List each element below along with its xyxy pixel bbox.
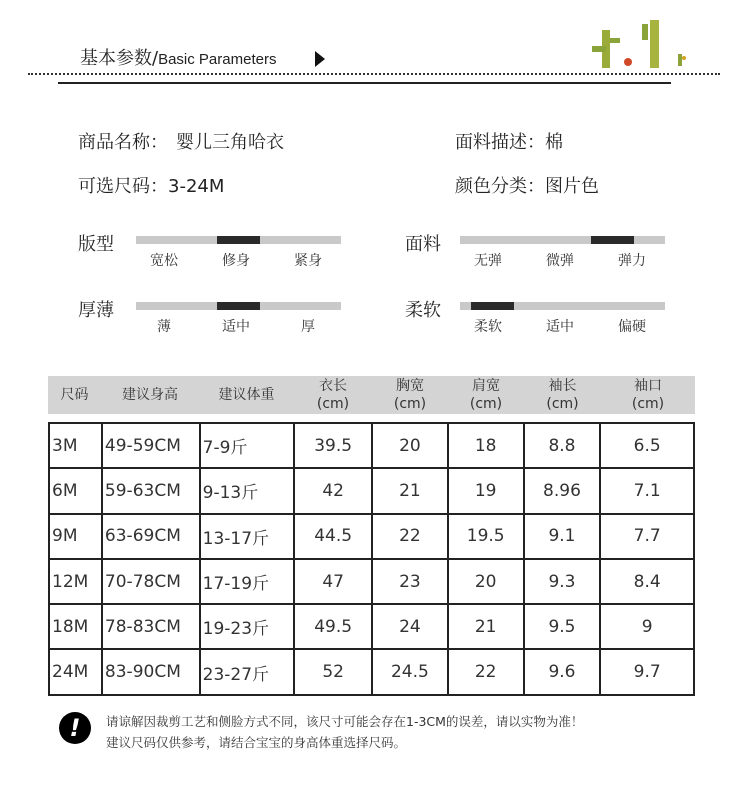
table-cell: 44.5: [294, 514, 372, 559]
column-header: 尺码: [60, 387, 89, 403]
slider-indicator: [471, 302, 514, 310]
table-cell: 22: [372, 514, 448, 559]
table-cell: 7-9斤: [200, 423, 295, 468]
title-cn: 基本参数/: [80, 48, 159, 69]
table-row: [49, 514, 694, 559]
table-cell: 70-78CM: [102, 559, 200, 604]
table-cell: 13-17斤: [200, 514, 295, 559]
color-category: 颜色分类：图片色: [455, 176, 599, 197]
slider-bar: [460, 302, 665, 310]
table-row: [49, 604, 694, 649]
slider-option: 柔软: [474, 319, 502, 335]
available-sizes: 可选尺码：3-24M: [78, 176, 225, 197]
triangle-arrow-icon: [315, 51, 325, 67]
table-cell: 19.5: [448, 514, 524, 559]
table-cell: 9.7: [600, 649, 694, 694]
table-cell: 6.5: [600, 423, 694, 468]
table-cell: 19-23斤: [200, 604, 295, 649]
table-cell: 9.3: [524, 559, 601, 604]
slider-bar: [136, 302, 341, 310]
table-cell: 6M: [49, 468, 102, 513]
fabric-description: 面料描述：棉: [455, 132, 563, 153]
slider-option: 弹力: [618, 253, 646, 269]
table-cell: 18: [448, 423, 524, 468]
table-cell: 19: [448, 468, 524, 513]
table-cell: 52: [294, 649, 372, 694]
table-row: [49, 468, 694, 513]
table-cell: 78-83CM: [102, 604, 200, 649]
table-cell: 9M: [49, 514, 102, 559]
table-cell: 9-13斤: [200, 468, 295, 513]
table-row: [49, 423, 694, 468]
slider-option: 偏硬: [618, 319, 646, 335]
table-cell: 8.96: [524, 468, 601, 513]
slider-option: 紧身: [294, 253, 322, 269]
slider-indicator: [217, 302, 260, 310]
table-cell: 18M: [49, 604, 102, 649]
table-row: [49, 559, 694, 604]
table-cell: 9.6: [524, 649, 601, 694]
table-cell: 23: [372, 559, 448, 604]
table-cell: 3M: [49, 423, 102, 468]
table-cell: 22: [448, 649, 524, 694]
table-cell: 7.1: [600, 468, 694, 513]
table-cell: 9.1: [524, 514, 601, 559]
table-cell: 63-69CM: [102, 514, 200, 559]
table-cell: 9.5: [524, 604, 601, 649]
slider-label: 柔软: [405, 300, 441, 321]
slider-option: 修身: [222, 253, 250, 269]
column-header: 袖口 (cm): [631, 378, 665, 412]
table-cell: 47: [294, 559, 372, 604]
table-cell: 42: [294, 468, 372, 513]
divider-line: [58, 82, 671, 84]
slider-indicator: [591, 236, 634, 244]
table-cell: 12M: [49, 559, 102, 604]
table-cell: 7.7: [600, 514, 694, 559]
table-cell: 49-59CM: [102, 423, 200, 468]
column-header: 胸宽 (cm): [393, 378, 427, 412]
slider-label: 面料: [405, 234, 441, 255]
cactus-decoration-icon: [580, 18, 700, 70]
slider-option: 无弹: [474, 253, 502, 269]
slider-option: 薄: [157, 319, 171, 335]
slider-label: 版型: [78, 234, 114, 255]
dotted-divider: [28, 73, 720, 75]
table-cell: 24.5: [372, 649, 448, 694]
table-cell: 39.5: [294, 423, 372, 468]
size-table: [48, 422, 695, 696]
slider-indicator: [217, 236, 260, 244]
slider-option: 微弹: [546, 253, 574, 269]
slider-bar: [136, 236, 341, 244]
table-cell: 24: [372, 604, 448, 649]
slider-option: 厚: [301, 319, 315, 335]
table-cell: 49.5: [294, 604, 372, 649]
column-header: 建议体重: [218, 387, 275, 403]
table-cell: 8.8: [524, 423, 601, 468]
table-header: [48, 376, 695, 414]
table-cell: 83-90CM: [102, 649, 200, 694]
table-cell: 20: [448, 559, 524, 604]
title-en: Basic Parameters: [158, 51, 277, 68]
table-cell: 20: [372, 423, 448, 468]
slider-option: 适中: [546, 319, 574, 335]
note-line-2: 建议尺码仅供参考，请结合宝宝的身高体重选择尺码。: [106, 735, 407, 750]
table-cell: 21: [372, 468, 448, 513]
column-header: 建议身高: [122, 387, 178, 403]
table-cell: 9: [600, 604, 694, 649]
slider-option: 适中: [222, 319, 250, 335]
table-cell: 21: [448, 604, 524, 649]
table-cell: 23-27斤: [200, 649, 295, 694]
table-row: [49, 649, 694, 694]
table-cell: 8.4: [600, 559, 694, 604]
product-name: 商品名称： 婴儿三角哈衣: [78, 132, 284, 153]
note-line-1: 请谅解因裁剪工艺和侧脸方式不同，该尺寸可能会存在1-3CM的误差，请以实物为准！: [106, 714, 584, 729]
section-title: [80, 44, 276, 70]
column-header: 袖长 (cm): [546, 378, 579, 412]
table-cell: 59-63CM: [102, 468, 200, 513]
column-header: 肩宽 (cm): [469, 378, 503, 412]
table-cell: 17-19斤: [200, 559, 295, 604]
slider-label: 厚薄: [78, 300, 114, 321]
table-cell: 24M: [49, 649, 102, 694]
exclamation-icon: !: [59, 712, 91, 744]
slider-bar: [460, 236, 665, 244]
slider-option: 宽松: [150, 253, 178, 269]
column-header: 衣长 (cm): [316, 378, 350, 412]
